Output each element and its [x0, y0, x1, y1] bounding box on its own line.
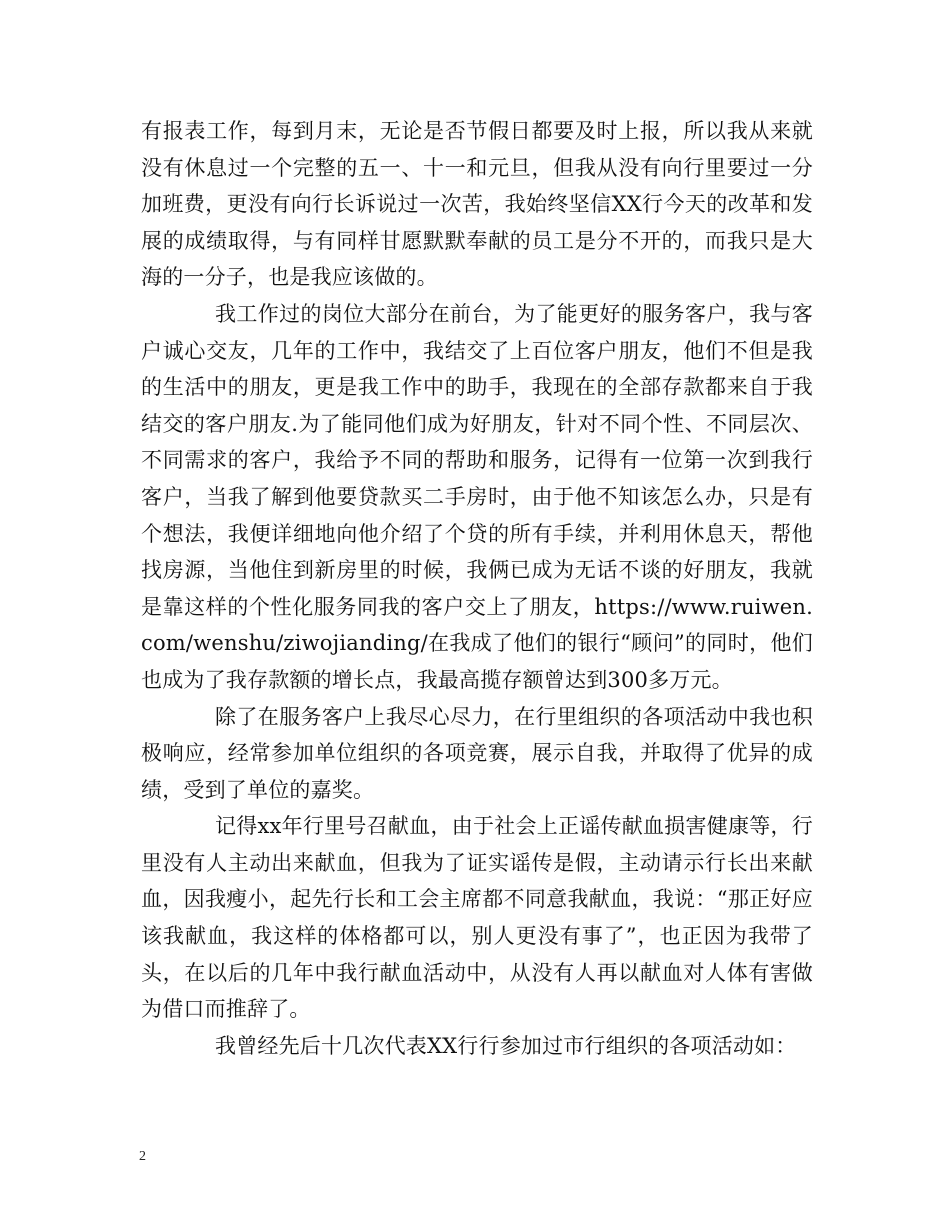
paragraph-representation: 我曾经先后十几次代表XX行行参加过市行组织的各项活动如： [215, 1033, 797, 1058]
paragraph-continuation: 有报表工作，每到月末，无论是否节假日都要及时上报，所以我从来就没有休息过一个完整的五一、十一和元旦，但我从没有向行里要过一分加班费，更没有向行长诉说过一次苦，我始终坚信XX行今天的改革和发展的成绩取得，与有同样甘愿默默奉献的员工是分不开的，而我只是大海的一分子，也是我应该做的。 [141, 119, 813, 290]
paragraph-blood-donation: 记得xx年行里号召献血，由于社会上正谣传献血损害健康等，行里没有人主动出来献血，但我为了证实谣传是假，主动请示行长出来献血，因我瘦小，起先行长和工会主席都不同意我献血，我说：“那正好应该我献血，我这样的体格都可以，别人更没有事了”，也正因为我带了头，在以后的几年中我行献血活动中，从没有人再以献血对人体有害做为借口而推辞了。 [141, 814, 813, 1022]
document-body [141, 113, 813, 1064]
paragraph-activities: 除了在服务客户上我尽心尽力，在行里组织的各项活动中我也积极响应，经常参加单位组织的各项竞赛，展示自我，并取得了优异的成绩，受到了单位的嘉奖。 [141, 704, 813, 802]
page-number: 2 [139, 1149, 146, 1164]
paragraph-customer-service: 我工作过的岗位大部分在前台，为了能更好的服务客户，我与客户诚心交友，几年的工作中，我结交了上百位客户朋友，他们不但是我的生活中的朋友，更是我工作中的助手，我现在的全部存款都来自于我结交的客户朋友.为了能同他们成为好朋友，针对不同个性、不同层次、不同需求的客户，我给予不同的帮助和服务，记得有一位第一次到我行客户，当我了解到他要贷款买二手房时，由于他不知该怎么办，只是有个想法，我便详细地向他介绍了个贷的所有手续，并利用休息天，帮他找房源，当他住到新房里的时候，我俩已成为无话不谈的好朋友，我就是靠这样的个性化服务同我的客户交上了朋友，https://www.ruiwen.com/wenshu/ziwojianding/在我成了他们的银行“顾问”的同时，他们也成为了我存款额的增长点，我最高揽存额曾达到300多万元。 [141, 301, 813, 692]
